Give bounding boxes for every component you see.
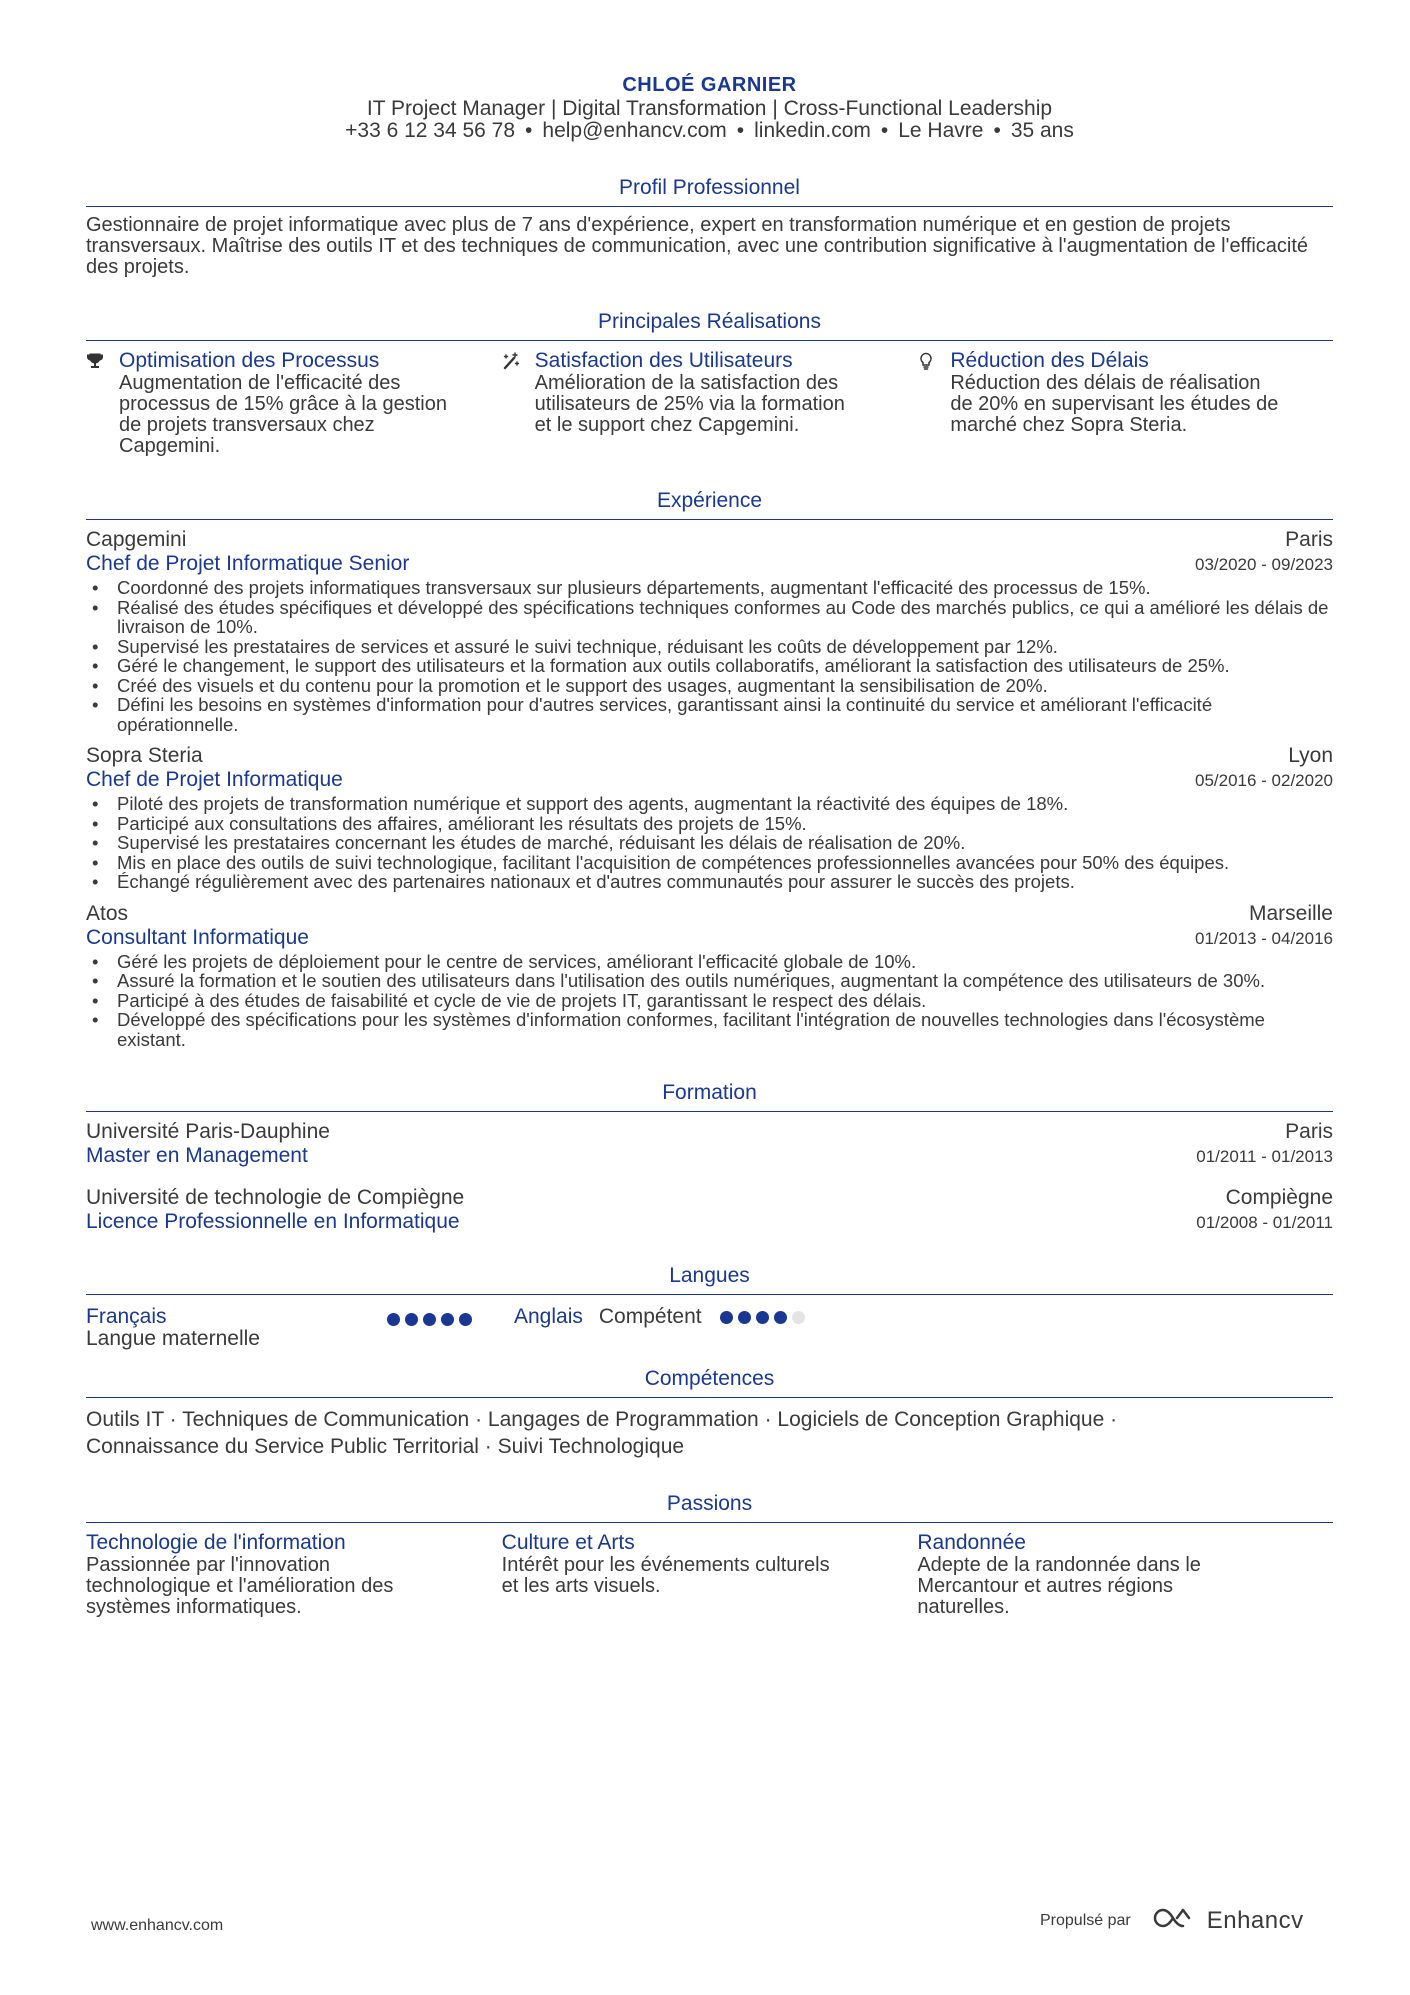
skills-line: Outils IT · Techniques de Communication · Langages de Programmation · Logiciels de Conception Graphique · bbox=[86, 1408, 1118, 1431]
job-company: Atos bbox=[86, 901, 129, 925]
section-title-profile: Profil Professionnel bbox=[86, 176, 1333, 207]
job-bullets bbox=[86, 794, 1333, 892]
passion-title: Culture et Arts bbox=[501, 1531, 635, 1554]
section-title-experience: Expérience bbox=[86, 489, 1333, 520]
achievements-list bbox=[86, 349, 1333, 457]
job-entry bbox=[86, 902, 1333, 1050]
job-location: Marseille bbox=[1248, 901, 1333, 925]
footer-url-link[interactable]: www.enhancv.com bbox=[91, 1917, 224, 1934]
language-level: Langue maternelle bbox=[86, 1327, 260, 1350]
language-name: Français bbox=[86, 1305, 167, 1328]
passion-title: Technologie de l'information bbox=[86, 1531, 346, 1554]
education-degree: Master en Management bbox=[86, 1144, 308, 1167]
job-bullet: • Géré le changement, le support des utilisateurs et la formation aux outils collaboratifs, améliorant la satisfaction des utilisateurs de 25%. bbox=[86, 656, 1333, 676]
passion-description: Passionnée par l'innovation technologique et l'amélioration des systèmes informatiques. bbox=[86, 1554, 394, 1618]
phone: +33 6 12 34 56 78 bbox=[345, 119, 516, 142]
linkedin-link[interactable]: linkedin.com bbox=[754, 119, 871, 142]
job-bullet: • Piloté des projets de transformation numérique et support des agents, augmentant la réactivité des équipes de 18%. bbox=[86, 794, 1333, 814]
passions-list bbox=[86, 1531, 1333, 1618]
job-bullet: • Développé des spécifications pour les systèmes d'information conformes, facilitant l'intégration de nouvelles technologies dans l'écosystème existant. bbox=[86, 1010, 1333, 1049]
education-entry bbox=[86, 1186, 1333, 1234]
job-company: Sopra Steria bbox=[86, 744, 203, 767]
skills-list bbox=[86, 1406, 1333, 1460]
achievement-description: Réduction des délais de réalisation de 20% en supervisant les études de marché chez Sopra Steria. bbox=[950, 372, 1279, 436]
job-role: Chef de Projet Informatique Senior bbox=[86, 552, 410, 575]
skills-line: Connaissance du Service Public Territorial · Suivi Technologique bbox=[86, 1435, 685, 1458]
achievement-description: Amélioration de la satisfaction des utilisateurs de 25% via la formation et le support chez Capgemini. bbox=[534, 372, 845, 436]
job-bullets bbox=[86, 578, 1333, 734]
job-bullet: • Géré les projets de déploiement pour le centre de services, améliorant l'efficacité globale de 10%. bbox=[86, 952, 1333, 972]
rating-dot-filled bbox=[774, 1311, 787, 1324]
job-bullet: • Participé aux consultations des affaires, améliorant les résultats des projets de 15%. bbox=[86, 814, 1333, 834]
resume-header bbox=[86, 72, 1333, 142]
contact-separator: • bbox=[880, 119, 889, 142]
candidate-tagline: IT Project Manager | Digital Transformation | Cross-Functional Leadership bbox=[366, 97, 1053, 120]
job-bullet: • Réalisé des études spécifiques et développé des spécifications techniques conformes au Code des marchés publics, ce qui a amélioré les délais de livraison de 10%. bbox=[86, 598, 1333, 637]
passion-item bbox=[917, 1531, 1333, 1618]
achievement-title: Satisfaction des Utilisateurs bbox=[534, 349, 793, 372]
email-link[interactable]: help@enhancv.com bbox=[542, 119, 727, 142]
rating-dot-filled bbox=[423, 1313, 436, 1326]
skills-section bbox=[86, 1367, 1333, 1460]
job-bullet: • Mis en place des outils de suivi technologique, facilitant l'acquisition de compétences professionnelles avancées pour 50% des équipes. bbox=[86, 853, 1333, 873]
education-dates: 01/2008 - 01/2011 bbox=[1196, 1213, 1333, 1232]
rating-dot-filled bbox=[756, 1311, 769, 1324]
job-bullet: • Échangé régulièrement avec des partenaires nationaux et d'autres communautés pour assurer le succès des projets. bbox=[86, 872, 1333, 892]
job-bullet: • Coordonné des projets informatiques transversaux sur plusieurs départements, augmentant l'efficacité des processus de 15%. bbox=[86, 578, 1333, 598]
profile-summary: Gestionnaire de projet informatique avec plus de 7 ans d'expérience, expert en transformation numérique et en gestion de projets transversaux. Maîtrise des outils IT et des techniques de communication, avec une contribution significative à l'augmentation de l'efficacité des projets. bbox=[86, 214, 1309, 278]
job-role: Consultant Informatique bbox=[86, 925, 309, 949]
location: Le Havre bbox=[898, 119, 984, 142]
job-bullet: • Défini les besoins en systèmes d'information pour d'autres services, garantissant ainsi la continuité du service et améliorant l'efficacité opérationnelle. bbox=[86, 695, 1333, 734]
experience-section bbox=[86, 489, 1333, 1049]
job-company: Capgemini bbox=[86, 528, 187, 551]
enhancv-brand-name: Enhancv bbox=[1206, 1906, 1304, 1934]
language-item bbox=[514, 1305, 805, 1349]
trophy-icon bbox=[86, 349, 119, 457]
age: 35 ans bbox=[1010, 119, 1074, 142]
job-role: Chef de Projet Informatique bbox=[86, 768, 343, 791]
contact-separator: • bbox=[993, 119, 1001, 142]
rating-dot-empty bbox=[792, 1311, 805, 1324]
language-rating bbox=[720, 1305, 805, 1349]
language-item bbox=[86, 1305, 514, 1349]
rating-dot-filled bbox=[405, 1313, 418, 1326]
job-bullet: • Supervisé les prestataires de services et assuré le suivi technique, réduisant les coûts de développement par 12%. bbox=[86, 637, 1333, 657]
section-title-education: Formation bbox=[86, 1081, 1333, 1112]
lightbulb-icon bbox=[917, 349, 950, 457]
rating-dot-filled bbox=[387, 1313, 400, 1326]
rating-dot-filled bbox=[441, 1313, 454, 1326]
education-school: Université Paris-Dauphine bbox=[86, 1120, 330, 1143]
achievement-title: Optimisation des Processus bbox=[119, 349, 380, 372]
passion-description: Adepte de la randonnée dans le Mercantour et autres régions naturelles. bbox=[917, 1554, 1201, 1618]
job-bullet: • Supervisé les prestataires concernant les études de marché, réduisant les délais de réalisation de 20%. bbox=[86, 833, 1333, 853]
achievement-item bbox=[86, 349, 502, 457]
job-bullet: • Participé à des études de faisabilité et cycle de vie de projets IT, garantissant le respect des délais. bbox=[86, 991, 1333, 1011]
languages-list bbox=[86, 1305, 1333, 1349]
education-school: Université de technologie de Compiègne bbox=[86, 1186, 465, 1209]
section-title-skills: Compétences bbox=[86, 1367, 1333, 1398]
education-section bbox=[86, 1081, 1333, 1234]
section-title-achievements: Principales Réalisations bbox=[86, 310, 1333, 341]
job-bullet: • Créé des visuels et du contenu pour la promotion et le support des usages, augmentant la sensibilisation de 20%. bbox=[86, 676, 1333, 696]
language-rating bbox=[387, 1305, 472, 1349]
candidate-name: CHLOÉ GARNIER bbox=[622, 74, 797, 96]
job-dates: 05/2016 - 02/2020 bbox=[1194, 771, 1333, 790]
contact-separator: • bbox=[736, 119, 745, 142]
contact-separator: • bbox=[525, 119, 533, 142]
language-name: Anglais bbox=[514, 1305, 583, 1328]
footer-brand[interactable] bbox=[1040, 1906, 1304, 1935]
passion-description: Intérêt pour les événements culturels et les arts visuels. bbox=[501, 1554, 830, 1597]
passions-section bbox=[86, 1492, 1333, 1618]
contact-line bbox=[86, 120, 1333, 142]
job-location: Lyon bbox=[1288, 744, 1333, 767]
education-degree: Licence Professionnelle en Informatique bbox=[86, 1210, 460, 1233]
achievements-section bbox=[86, 310, 1333, 457]
achievement-title: Réduction des Délais bbox=[950, 349, 1149, 372]
section-title-passions: Passions bbox=[86, 1492, 1333, 1523]
enhancv-logo-icon bbox=[1151, 1906, 1199, 1935]
education-entry bbox=[86, 1120, 1333, 1168]
rating-dot-filled bbox=[738, 1311, 751, 1324]
languages-section bbox=[86, 1264, 1333, 1349]
section-title-languages: Langues bbox=[86, 1264, 1333, 1295]
achievement-item bbox=[502, 349, 918, 457]
achievement-description: Augmentation de l'efficacité des processus de 15% grâce à la gestion de projets transversaux chez Capgemini. bbox=[119, 372, 447, 457]
rating-dot-filled bbox=[459, 1313, 472, 1326]
resume-page bbox=[86, 72, 1333, 1618]
job-entry bbox=[86, 744, 1333, 892]
job-bullet: • Assuré la formation et le soutien des utilisateurs dans l'utilisation des outils numériques, augmentant la compétence des utilisateurs de 30%. bbox=[86, 971, 1333, 991]
job-bullets bbox=[86, 952, 1333, 1050]
passion-item bbox=[502, 1531, 918, 1618]
job-dates: 03/2020 - 09/2023 bbox=[1194, 555, 1333, 574]
education-location: Paris bbox=[1285, 1120, 1333, 1143]
rating-dot-filled bbox=[720, 1311, 733, 1324]
education-dates: 01/2011 - 01/2013 bbox=[1196, 1147, 1333, 1166]
profile-section bbox=[86, 176, 1333, 278]
job-entry bbox=[86, 528, 1333, 734]
powered-by-label: Propulsé par bbox=[1040, 1911, 1131, 1929]
achievement-item bbox=[917, 349, 1333, 457]
passion-item bbox=[86, 1531, 502, 1618]
job-dates: 01/2013 - 04/2016 bbox=[1194, 928, 1333, 948]
job-location: Paris bbox=[1285, 528, 1333, 551]
language-level: Compétent bbox=[598, 1305, 702, 1328]
magic-wand-icon bbox=[502, 349, 535, 457]
education-location: Compiègne bbox=[1225, 1186, 1333, 1209]
passion-title: Randonnée bbox=[917, 1531, 1026, 1554]
